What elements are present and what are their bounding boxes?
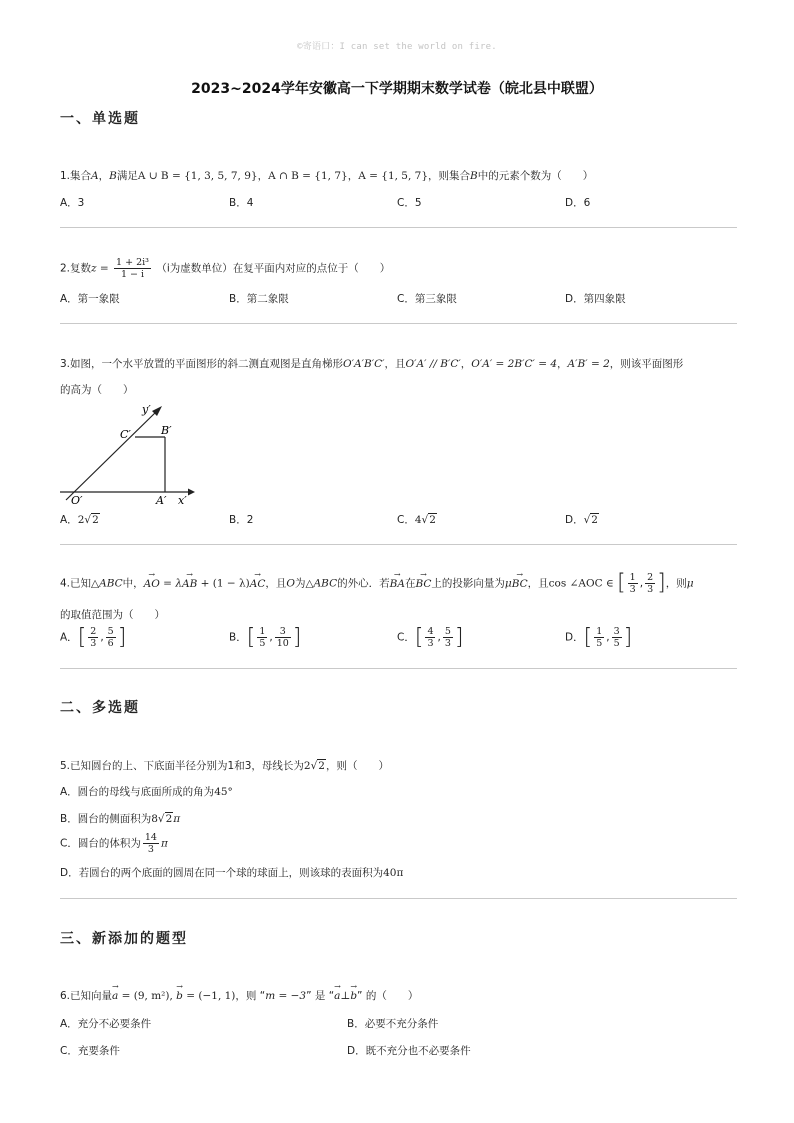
q2-option-b[interactable]: B．第二象限 [229,293,289,305]
divider [60,227,737,228]
question-2-stem: 2.复数z = $\frac{\text{1 + 2i³}}{1 - i}$ （i为虚数单位）在复平面内对应的点位于（ ） [60,257,391,280]
section-heading-single-choice: 一、单选题 [60,111,140,127]
watermark: ©寄语口：I can set the world on fire. [297,42,497,52]
q2-fraction: $\frac{\text{1 + 2i³}}{1 - i}$ [116,257,149,280]
q6-option-d[interactable]: D．既不充分也不必要条件 [347,1045,471,1057]
label-a: A′ [156,494,167,507]
q2-option-c[interactable]: C．第三象限 [397,293,457,305]
q3-trapezoid-figure [58,400,198,512]
page-title: 2023~2024学年安徽高一下学期期末数学试卷（皖北县中联盟） [191,81,603,97]
x-axis-arrow [188,489,195,496]
section-heading-new-type: 三、新添加的题型 [60,931,188,947]
q6-option-c[interactable]: C．充要条件 [60,1045,120,1057]
q4-option-a[interactable]: A．[ $\frac{2}{3}$ , $\frac{5}{6}$ ] [60,625,127,650]
question-3-stem: 3.如图，一个水平放置的平面图形的斜二测直观图是直角梯形O′A′B′C′，且O′A′ // B′C′，O′A′ = 2B′C′ = 4，A′B′ = 2，则该平面图形 [60,358,684,370]
q4-option-b[interactable]: B．[ $\frac{1}{5}$ , $\frac{3}{10}$ ] [229,625,302,650]
question-6-stem: 6.已知向量→ a = (9, m²), → b = (−1, 1)，则 “m = −3” 是 “→ a⊥→ b” 的（ ） [60,988,740,1004]
q3-option-d[interactable]: D．√2 [565,514,598,526]
q1-option-b[interactable]: B．4 [229,197,254,209]
section-heading-multi-choice: 二、多选题 [60,700,140,716]
label-y: y′ [142,403,151,416]
q2-option-d[interactable]: D．第四象限 [565,293,626,305]
question-4-stem: 4.已知△ABC中，→ AO = λ→ AB + (1 − λ)→ AC，且O为△ABC的外心．若→ BA在→ BC上的投影向量为μ→ BC，且cos ∠AOC ∈ [ $\frac{1}{3}$ , $\frac{2}{3}$ ]，则μ [60,572,750,595]
question-3-stem-line2: 的高为（ ） [60,384,134,396]
label-o: O′ [71,494,83,507]
q5-option-d[interactable]: D．若圆台的两个底面的圆周在同一个球的球面上，则该球的表面积为40π [60,867,404,879]
divider [60,323,737,324]
label-c: C′ [120,428,131,441]
label-b: B′ [161,424,172,437]
y-axis [66,410,158,500]
q4-option-d[interactable]: D．[ $\frac{1}{5}$ , $\frac{3}{5}$ ] [565,625,633,650]
q1-option-d[interactable]: D．6 [565,197,591,209]
q2-option-a[interactable]: A．第一象限 [60,293,120,305]
q5-option-c[interactable]: C．圆台的体积为 $\frac{14}{3}$ π [60,832,168,855]
divider [60,544,737,545]
q5-option-b[interactable]: B．圆台的侧面积为8√2π [60,813,181,825]
q6-option-b[interactable]: B．必要不充分条件 [347,1018,439,1030]
q3-option-a[interactable]: A．2√2 [60,514,99,526]
q6-option-a[interactable]: A．充分不必要条件 [60,1018,152,1030]
q5-option-a[interactable]: A．圆台的母线与底面所成的角为45° [60,786,233,798]
q3-option-b[interactable]: B．2 [229,514,254,526]
label-x: x′ [178,494,187,507]
q1-option-a[interactable]: A．3 [60,197,85,209]
question-5-stem: 5.已知圆台的上、下底面半径分别为1和3，母线长为2√2，则（ ） [60,760,389,772]
q1-option-c[interactable]: C．5 [397,197,422,209]
question-4-stem-line2: 的取值范围为（ ） [60,609,165,621]
q4-option-c[interactable]: C．[ $\frac{4}{3}$ , $\frac{5}{3}$ ] [397,625,464,650]
q3-option-c[interactable]: C．4√2 [397,514,436,526]
question-1-stem: 1.集合A，B满足A ∪ B = {1, 3, 5, 7, 9}，A ∩ B = {1, 7}，A = {1, 5, 7}，则集合B中的元素个数为（ ） [60,170,594,182]
divider [60,898,737,899]
divider [60,668,737,669]
